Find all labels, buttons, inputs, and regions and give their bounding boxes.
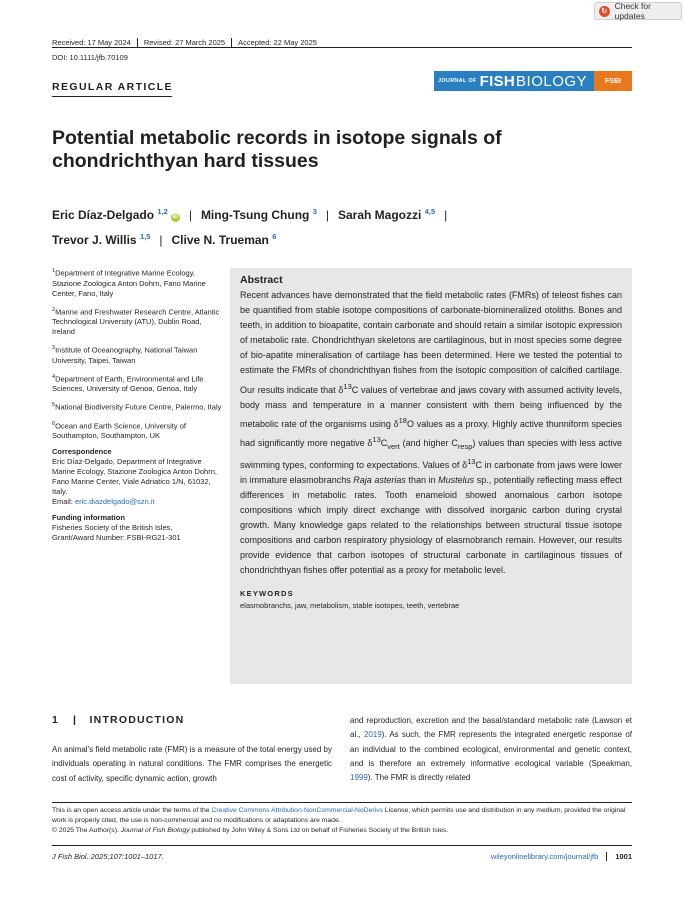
affiliation: $^6$Ocean and Earth Science, University of Southampton, Southampton, UK (52, 420, 186, 440)
journal-logo-biology: BIOLOGY (516, 72, 588, 90)
author-name[interactable]: Clive N. Trueman $^6$ (171, 232, 277, 247)
fsbi-badge: FSBI (594, 71, 632, 91)
affiliation: $^5$National Biodiversity Future Centre, Palermo, Italy (52, 402, 222, 412)
journal-logo-fish: FISH (479, 72, 516, 90)
author-name[interactable]: Ming-Tsung Chung $^3$ (200, 207, 317, 222)
orcid-icon[interactable]: iD (172, 214, 179, 220)
meta-divider (52, 47, 632, 48)
affiliation: $^2$Marine and Freshwater Research Centre, Atlantic Technological University (ATU), Dublin Road, Ireland (52, 306, 220, 336)
keywords-heading: KEYWORDS (240, 589, 294, 599)
doi: DOI: 10.1111/jfb.70109 (52, 53, 128, 62)
check-for-updates-button[interactable] (594, 2, 682, 20)
article-type: REGULAR ARTICLE (52, 81, 173, 93)
intro-column-1: An animal's field metabolic rate (FMR) is a measure of the total energy used by individuals operating in natural conditions. The FMR comprises the energetic cost of activity, specific dynamic action, growth (52, 745, 332, 783)
article-type-underline (52, 96, 172, 97)
abstract-box (230, 268, 632, 684)
intro-column-2: and reproduction, excretion and the basal/standard metabolic rate (Lawson et al., 2019). As such, the FMR represents the integrated energetic response of an individual to the combined ecological, environmental and genetic context, and is therefore an extremely informative ecological variable (Speakman, 1999). The FMR is directly related (350, 716, 632, 783)
article-dates (52, 38, 329, 47)
article-title: Potential metabolic records in isotope signals of chondrichthyan hard tissues (52, 127, 502, 172)
license-text: This is an open access article under the terms of the Creative Commons Attribution-NonCommercial-NoDerivs License, which permits use and distribution in any medium, provided the original work is properly cited, the use is non-commercial and no modifications or adaptations are made. © 2025 The Author(s). Journal of Fish Biology published by John Wiley & Sons Ltd on behalf of Fisheries Society of the British Isles. (52, 807, 626, 834)
citation-link[interactable]: 1999 (350, 773, 368, 783)
abstract-heading: Abstract (240, 274, 283, 286)
funding-text: Fisheries Society of the British Isles, Grant/Award Number: FSBI-RG21-301 (52, 523, 181, 542)
affiliation: $^3$Institute of Oceanography, National Taiwan University, Taipei, Taiwan (52, 345, 198, 365)
refresh-icon: ↻ (599, 6, 610, 17)
email-link[interactable]: eric.diazdelgado@szn.it (74, 497, 155, 506)
journal-url-link[interactable]: wileyonlinelibrary.com/journal/jfb (491, 852, 607, 861)
section-heading-introduction: 1 | INTRODUCTION (52, 714, 185, 726)
affiliation: $^4$Department of Earth, Environmental and Life Sciences, University of Genoa, Genoa, Italy (52, 373, 204, 393)
keywords-list: elasmobranchs, jaw, metabolism, stable isotopes, teeth, vertebrae (240, 601, 460, 611)
funding-heading: Funding information (52, 513, 125, 522)
journal-logo[interactable] (434, 71, 632, 91)
check-for-updates-label: Check for updates (614, 1, 651, 21)
correspondence-heading: Correspondence (52, 447, 112, 456)
accepted-date: Accepted: 22 May 2025 (238, 38, 317, 47)
footer-right (491, 852, 632, 861)
abstract-text: Recent advances have demonstrated that the field metabolic rates (FMRs) of teleost fishes can be quantified from stable isotope compositions of carbonate-biomineralized otoliths. Bones and teeth, in addition to bioapatite, contain carbonate and should retain a similar isotopic expression of metabolic rate. Chondrichthyan skeletons are cartilaginous, but in most species some degree of bio-apatite mineralisation of cartilage has been determined. Here we tested the potential to estimate the FMRs of chondrichthyan fishes from the isotopic composition of calcified cartilage. Our results indicate that $\delta^{13}C$ values of vertebrae and jaws covary with assumed activity levels, body mass and temperature in a manner consistent with them being influenced by the metabolic rate of the organisms using $\delta^{18}O$ values as a proxy. Highly active thunniform species had significantly more negative $\delta^{13}C_{vert}$ (and higher $C_{resp}$) values than species with less active swimming types, conforming to expectations. Values of $\delta^{13}C$ in carbonate from jaws were lower in immature elasmobranchs Raja asterias than in Mustelus sp., potentially reflecting mass effect differences in metabolic rates. Tooth enameloid showed anomalous carbon isotope compositions which imply direct exchange with dissolved inorganic carbon during crystal growth. Many knowledge gaps related to the relationships between structural tissue isotope compositions and carbon respiratory physiology of elasmobranch remain. However, our results provide evidence that carbon isotopes of structural carbonate in cartilaginous tissues of chondrichthyan fishes offer potential as a proxy for metabolic level. (240, 290, 622, 576)
author-list: Eric Díaz-Delgado $^{1,2}$iD | Ming-Tsung Chung $^3$ | Sarah Magozzi $^{4,5}$ | Trevor J. Willis $^{1,5}$ | Clive N. Trueman $^6$ (52, 207, 448, 247)
license-link[interactable]: Creative Commons Attribution-NonCommercial-NoDerivs (211, 807, 383, 814)
page-number: 1001 (615, 852, 632, 861)
revised-date: Revised: 27 March 2025 (144, 38, 232, 47)
journal-logo-prefix: JOURNAL OF (438, 78, 477, 84)
footer-citation: J Fish Biol. 2025;107:1001–1017. (52, 852, 164, 861)
affiliation: $^1$Department of Integrative Marine Ecology, Stazione Zoologica Anton Dohrn, Fano Marine Center, Fano, Italy (52, 268, 206, 298)
author-name[interactable]: Sarah Magozzi $^{4,5}$ (338, 207, 436, 222)
footer-divider (52, 845, 632, 846)
citation-link[interactable]: 2019 (363, 730, 382, 740)
author-name[interactable]: Eric Díaz-Delgado $^{1,2}$iD (52, 207, 179, 222)
received-date: Received: 17 May 2024 (52, 38, 138, 47)
license-divider (52, 802, 632, 803)
correspondence-text: Eric Díaz-Delgado, Department of Integrative Marine Ecology, Stazione Zoologica Anton Dohrn, Fano Marine Center, Viale Adriatico 1/N, 61032, Italy. Email: eric.diazdelgado@szn.it (52, 457, 217, 506)
author-name[interactable]: Trevor J. Willis $^{1,5}$ (52, 232, 151, 247)
affiliations-column (52, 266, 222, 549)
